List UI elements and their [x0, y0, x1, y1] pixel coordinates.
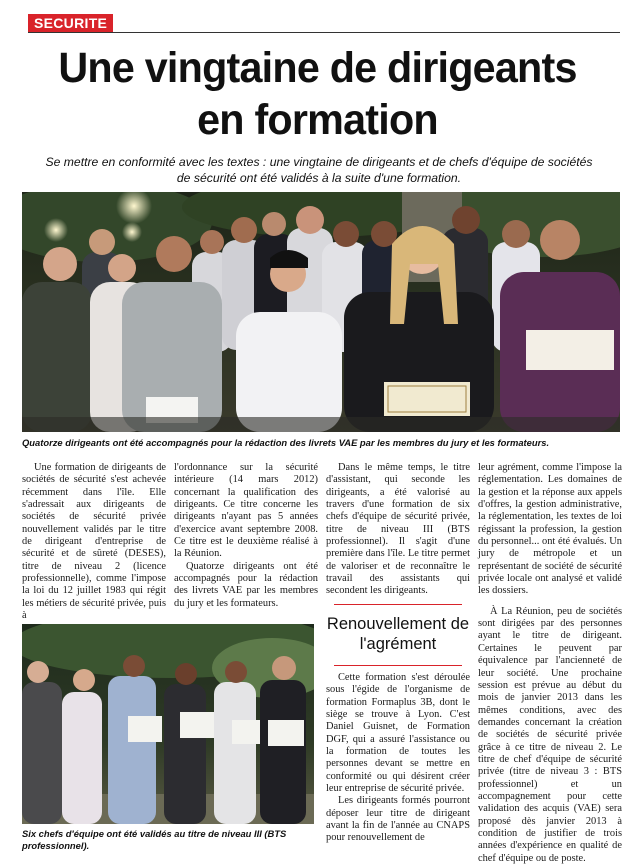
rubric-divider: [28, 32, 620, 33]
headline-line-1: Une vingtaine de dirigeants: [58, 44, 577, 92]
subhead-rule-top: [334, 604, 462, 605]
group-photo-main: [22, 192, 620, 432]
article-paragraph: À La Réunion, peu de sociétés sont dirigées par des personnes ayant le titre de dirigeant. Certaines le peuvent par équivalence par l'ancienneté de leur société. Une prochaine session est prévue au début du mois de janvier 2013 dans les mêmes conditions, avec des demandes concernant la création de sociétés de sécurité privée grâce à ce titre de niveau 2. Le titre de chef d'équipe de sécurité privée (titre de niveau 3 : BTS professionnel) et un accompagnement pour cette validation des acquis (VAE) sera proposé dès janvier 2013 à condition de justifier de trois années d'expérience en qualité de chef d'équipe ou de poste.: [478, 605, 622, 864]
team-leaders-photo-illustration: [22, 624, 314, 824]
article-column-2: [174, 462, 318, 610]
standfirst-line-2: de sécurité ont été validés à la suite d'une formation.: [176, 171, 462, 185]
section-rubric-bar: [0, 14, 620, 34]
article-column-3: [326, 462, 470, 598]
subhead-rule-bottom: [334, 665, 462, 666]
section-rubric: SECURITE: [28, 14, 113, 32]
article-paragraph: Quatorze dirigeants ont été accompagnés pour la rédaction des livrets VAE par les membres du jury et les formateurs.: [174, 560, 318, 609]
article-column-1: [22, 462, 166, 622]
caption-main-photo: Quatorze dirigeants ont été accompagnés pour la rédaction des livrets VAE par les membres du jury et les formateurs.: [22, 437, 550, 448]
article-paragraph: leur agrément, comme l'impose la réglementation. Les domaines de la gestion et la réponse aux appels d'offres, la gestion administrative, la réglementation, les textes de loi régissant la profession, la gestion du personnel... ont été évalués. Un jury de métropole et un représentant de société de sécurité privée locale ont analysé et validé les dossiers.: [478, 462, 622, 597]
group-photo-illustration: [22, 192, 620, 432]
headline-line-2: en formation: [197, 96, 438, 144]
article-paragraph: Une formation de dirigeants de sociétés de sécurité s'est achevée récemment dans l'île. Elle s'adressait aux dirigeants de sociétés de sécurité privée nouvellement validés par le titre de dirigeant d'entreprise de sécurité et de sûreté (DESES), titre de niveau 2 (licence professionnelle), comme l'impose la loi du 12 juillet 1983 qui régit les métiers de sécurité privée, puis à: [22, 462, 166, 622]
article-paragraph: Cette formation s'est déroulée sous l'égide de l'organisme de formation Formaplus 3B, dont le siège se trouve à Lyon. C'est Daniel Guisnet, de Formation DGF, qui a assuré l'assistance ou la formation de toutes les personnes devant se mettre en conformité ou qui désirent créer leur entreprise de sécurité privée.: [326, 672, 470, 795]
article-paragraph: Dans le même temps, le titre d'assistant, qui seconde les dirigeants, a été valorisé au travers d'une formation de six chefs d'équipe de sécurité privée, titre de niveau III (BTS professionnel). Il s'agit d'une première dans l'île. Le titre permet de valoriser et de reconnaître le travail des assistants qui secondent les dirigeants.: [326, 462, 470, 597]
standfirst: [24, 154, 614, 186]
article-paragraph: l'ordonnance sur la sécurité intérieure (14 mars 2012) concernant la qualification des dirigeants. Ce titre concerne les dirigeants n'ayant pas 5 années d'exercice avant septembre 2008. Ce titre est le deuxième réalisé à la Réunion.: [174, 462, 318, 560]
headline: [32, 42, 603, 146]
group-photo-small: [22, 624, 314, 824]
article-paragraph: Les dirigeants formés pourront déposer leur titre de dirigeant avant la fin de l'année au CNAPS pour renouvellement de: [326, 795, 470, 844]
subhead: Renouvellement de l'agrément: [326, 615, 470, 653]
subhead-box: [326, 604, 470, 666]
article-column-4: [478, 462, 622, 865]
caption-small-photo: Six chefs d'équipe ont été validés au titre de niveau III (BTS professionnel).: [22, 828, 287, 851]
article-column-3-continued: [326, 672, 470, 845]
standfirst-line-1: Se mettre en conformité avec les textes : une vingtaine de dirigeants et de chefs d'équipe de sociétés: [45, 155, 593, 169]
